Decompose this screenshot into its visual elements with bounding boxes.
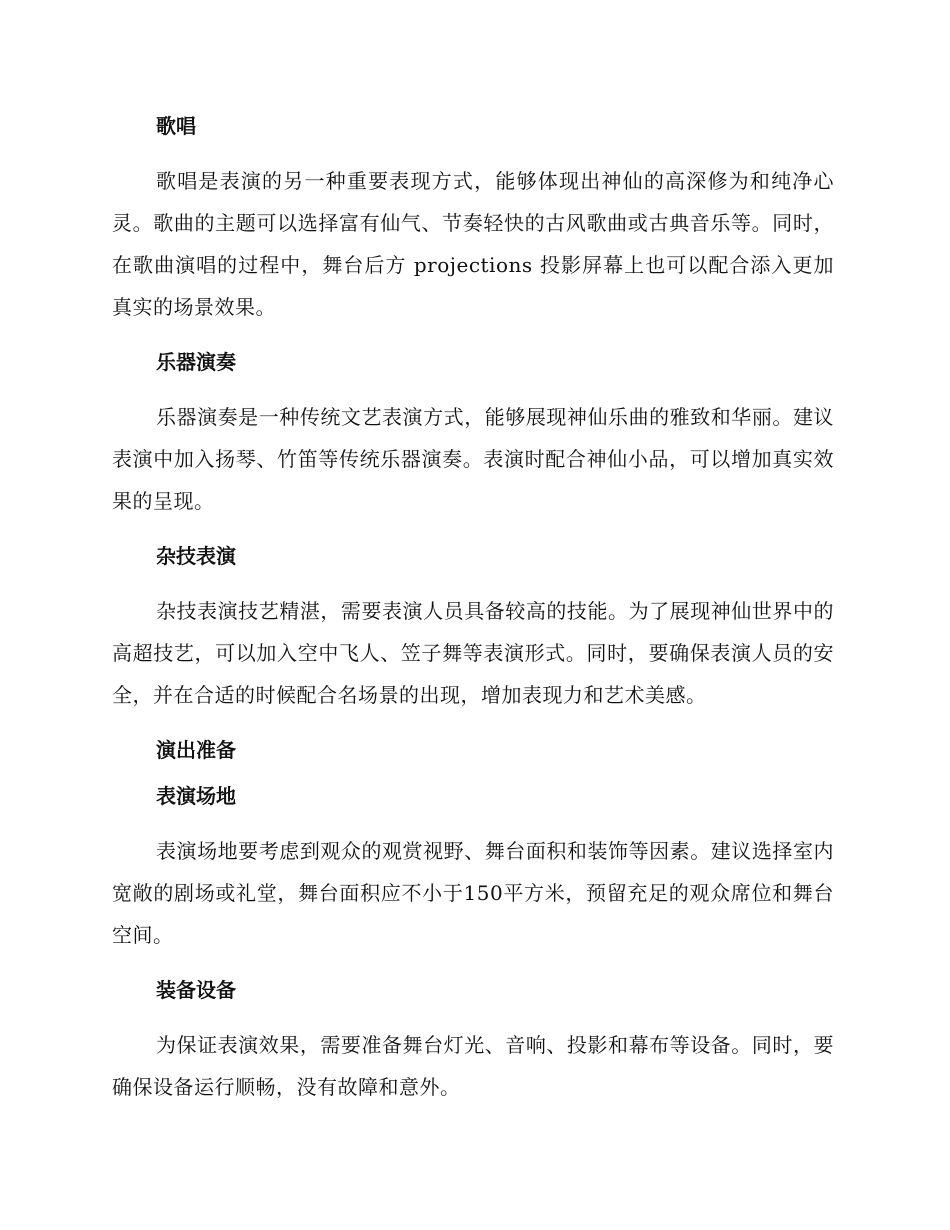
section-body-singing: 歌唱是表演的另一种重要表现方式，能够体现出神仙的高深修为和纯净心灵。歌曲的主题可以选择富有仙气、节奏轻快的古风歌曲或古典音乐等。同时，在歌曲演唱的过程中，舞台后方 projections 投影屏幕上也可以配合添入更加真实的场景效果。: [112, 169, 834, 319]
section-body-instrument: 乐器演奏是一种传统文艺表演方式，能够展现神仙乐曲的雅致和华丽。建议表演中加入扬琴、竹笛等传统乐器演奏。表演时配合神仙小品，可以增加真实效果的呈现。: [112, 405, 834, 513]
section-heading-preparation: 演出准备: [156, 738, 236, 762]
document-page: [112, 106, 834, 1108]
section-heading-instrument: 乐器演奏: [156, 350, 236, 374]
section-heading-singing: 歌唱: [156, 114, 196, 138]
section-heading-acrobatics: 杂技表演: [156, 544, 236, 568]
section-body-equipment: 为保证表演效果，需要准备舞台灯光、音响、投影和幕布等设备。同时，要确保设备运行顺畅，没有故障和意外。: [112, 1033, 834, 1099]
section-body-venue: 表演场地要考虑到观众的观赏视野、舞台面积和装饰等因素。建议选择室内宽敞的剧场或礼堂，舞台面积应不小于150平方米，预留充足的观众席位和舞台空间。: [112, 839, 834, 947]
section-heading-equipment: 装备设备: [156, 978, 236, 1002]
section-heading-venue: 表演场地: [156, 784, 236, 808]
section-body-acrobatics: 杂技表演技艺精湛，需要表演人员具备较高的技能。为了展现神仙世界中的高超技艺，可以加入空中飞人、笠子舞等表演形式。同时，要确保表演人员的安全，并在合适的时候配合名场景的出现，增加表现力和艺术美感。: [112, 599, 834, 707]
